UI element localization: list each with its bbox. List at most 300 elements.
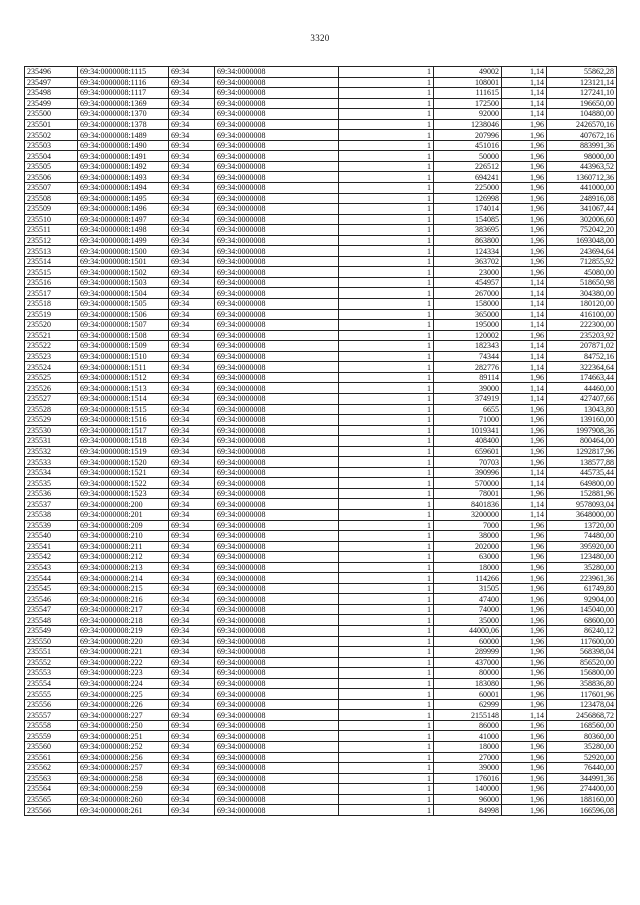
table-row [25, 225, 617, 236]
cell-quarter-number: 69:34:0000008 [215, 573, 339, 584]
cell-quarter-number: 69:34:0000008 [215, 320, 339, 331]
cell-quarter-number: 69:34:0000008 [215, 689, 339, 700]
cell-region-code: 69:34 [169, 647, 215, 658]
cell-count: 1 [339, 573, 434, 584]
table-row [25, 710, 617, 721]
cell-value: 1360712,36 [547, 172, 617, 183]
cell-record-id: 235551 [25, 647, 78, 658]
cell-quarter-number: 69:34:0000008 [215, 583, 339, 594]
cell-region-code: 69:34 [169, 193, 215, 204]
table-row [25, 583, 617, 594]
cell-area: 140000 [434, 784, 502, 795]
cell-cadastral-number: 69:34:0000008:1510 [78, 351, 169, 362]
cell-rate: 1,14 [502, 77, 547, 88]
cell-rate: 1,96 [502, 372, 547, 383]
cell-record-id: 235502 [25, 130, 78, 141]
cell-area: 18000 [434, 562, 502, 573]
cell-area: 437000 [434, 657, 502, 668]
cell-cadastral-number: 69:34:0000008:213 [78, 562, 169, 573]
cell-count: 1 [339, 299, 434, 310]
table-row [25, 383, 617, 394]
cell-quarter-number: 69:34:0000008 [215, 467, 339, 478]
cell-value: 55862,28 [547, 67, 617, 78]
cell-rate: 1,14 [502, 478, 547, 489]
table-row [25, 362, 617, 373]
cell-cadastral-number: 69:34:0000008:226 [78, 699, 169, 710]
cell-value: 117601,96 [547, 689, 617, 700]
cell-count: 1 [339, 689, 434, 700]
cell-value: 127241,10 [547, 88, 617, 99]
cell-count: 1 [339, 225, 434, 236]
cell-quarter-number: 69:34:0000008 [215, 657, 339, 668]
table-row [25, 689, 617, 700]
cell-region-code: 69:34 [169, 204, 215, 215]
cell-count: 1 [339, 784, 434, 795]
cell-area: 863800 [434, 235, 502, 246]
cell-cadastral-number: 69:34:0000008:1496 [78, 204, 169, 215]
table-row [25, 520, 617, 531]
cell-cadastral-number: 69:34:0000008:220 [78, 636, 169, 647]
cell-record-id: 235517 [25, 288, 78, 299]
cell-rate: 1,96 [502, 425, 547, 436]
cell-area: 454957 [434, 277, 502, 288]
cell-cadastral-number: 69:34:0000008:1519 [78, 446, 169, 457]
table-row [25, 436, 617, 447]
cell-count: 1 [339, 773, 434, 784]
cell-area: 60001 [434, 689, 502, 700]
table-row [25, 130, 617, 141]
cell-area: 158000 [434, 299, 502, 310]
cell-record-id: 235536 [25, 488, 78, 499]
cell-count: 1 [339, 457, 434, 468]
cell-area: 108001 [434, 77, 502, 88]
cell-area: 41000 [434, 731, 502, 742]
cell-rate: 1,96 [502, 246, 547, 257]
cell-count: 1 [339, 172, 434, 183]
cell-region-code: 69:34 [169, 362, 215, 373]
table-row [25, 288, 617, 299]
cell-area: 27000 [434, 752, 502, 763]
cell-cadastral-number: 69:34:0000008:1505 [78, 299, 169, 310]
cell-count: 1 [339, 330, 434, 341]
cell-quarter-number: 69:34:0000008 [215, 393, 339, 404]
cell-quarter-number: 69:34:0000008 [215, 457, 339, 468]
cell-cadastral-number: 69:34:0000008:201 [78, 509, 169, 520]
cell-cadastral-number: 69:34:0000008:1518 [78, 436, 169, 447]
cell-record-id: 235525 [25, 372, 78, 383]
table-row [25, 183, 617, 194]
table-row [25, 773, 617, 784]
cell-rate: 1,96 [502, 531, 547, 542]
cell-quarter-number: 69:34:0000008 [215, 784, 339, 795]
cell-area: 49002 [434, 67, 502, 78]
cell-value: 13720,00 [547, 520, 617, 531]
cell-area: 225000 [434, 183, 502, 194]
table-row [25, 509, 617, 520]
cell-cadastral-number: 69:34:0000008:1516 [78, 415, 169, 426]
cell-area: 78001 [434, 488, 502, 499]
cell-count: 1 [339, 604, 434, 615]
cell-area: 120002 [434, 330, 502, 341]
cell-area: 31505 [434, 583, 502, 594]
registry-table-body [25, 67, 617, 816]
cell-count: 1 [339, 615, 434, 626]
cell-cadastral-number: 69:34:0000008:1503 [78, 277, 169, 288]
cell-quarter-number: 69:34:0000008 [215, 742, 339, 753]
cell-cadastral-number: 69:34:0000008:1369 [78, 98, 169, 109]
cell-cadastral-number: 69:34:0000008:1521 [78, 467, 169, 478]
cell-rate: 1,96 [502, 457, 547, 468]
cell-rate: 1,96 [502, 204, 547, 215]
cell-region-code: 69:34 [169, 731, 215, 742]
table-row [25, 256, 617, 267]
cell-cadastral-number: 69:34:0000008:1497 [78, 214, 169, 225]
cell-area: 47400 [434, 594, 502, 605]
cell-region-code: 69:34 [169, 562, 215, 573]
cell-count: 1 [339, 351, 434, 362]
cell-cadastral-number: 69:34:0000008:216 [78, 594, 169, 605]
cell-value: 174663,44 [547, 372, 617, 383]
cell-value: 76440,00 [547, 763, 617, 774]
cell-region-code: 69:34 [169, 488, 215, 499]
cell-region-code: 69:34 [169, 140, 215, 151]
cell-cadastral-number: 69:34:0000008:218 [78, 615, 169, 626]
cell-cadastral-number: 69:34:0000008:1115 [78, 67, 169, 78]
cell-value: 168560,00 [547, 720, 617, 731]
cell-quarter-number: 69:34:0000008 [215, 678, 339, 689]
cell-cadastral-number: 69:34:0000008:221 [78, 647, 169, 658]
cell-quarter-number: 69:34:0000008 [215, 415, 339, 426]
cell-value: 92904,00 [547, 594, 617, 605]
cell-quarter-number: 69:34:0000008 [215, 404, 339, 415]
cell-region-code: 69:34 [169, 720, 215, 731]
cell-quarter-number: 69:34:0000008 [215, 288, 339, 299]
cell-area: 694241 [434, 172, 502, 183]
cell-record-id: 235499 [25, 98, 78, 109]
cell-cadastral-number: 69:34:0000008:211 [78, 541, 169, 552]
cell-region-code: 69:34 [169, 478, 215, 489]
cell-quarter-number: 69:34:0000008 [215, 478, 339, 489]
cell-value: 248916,08 [547, 193, 617, 204]
cell-count: 1 [339, 383, 434, 394]
cell-cadastral-number: 69:34:0000008:227 [78, 710, 169, 721]
cell-rate: 1,14 [502, 499, 547, 510]
cell-quarter-number: 69:34:0000008 [215, 140, 339, 151]
cell-count: 1 [339, 204, 434, 215]
cell-region-code: 69:34 [169, 436, 215, 447]
cell-count: 1 [339, 678, 434, 689]
cell-cadastral-number: 69:34:0000008:1515 [78, 404, 169, 415]
cell-value: 1292817,96 [547, 446, 617, 457]
cell-rate: 1,14 [502, 467, 547, 478]
cell-cadastral-number: 69:34:0000008:258 [78, 773, 169, 784]
cell-count: 1 [339, 67, 434, 78]
cell-area: 2155148 [434, 710, 502, 721]
cell-value: 61749,80 [547, 583, 617, 594]
cell-record-id: 235560 [25, 742, 78, 753]
cell-quarter-number: 69:34:0000008 [215, 594, 339, 605]
cell-area: 71000 [434, 415, 502, 426]
cell-area: 114266 [434, 573, 502, 584]
cell-area: 383695 [434, 225, 502, 236]
cell-quarter-number: 69:34:0000008 [215, 794, 339, 805]
cell-quarter-number: 69:34:0000008 [215, 720, 339, 731]
cell-region-code: 69:34 [169, 773, 215, 784]
cell-area: 23000 [434, 267, 502, 278]
cell-value: 207871,02 [547, 341, 617, 352]
cell-record-id: 235519 [25, 309, 78, 320]
table-row [25, 668, 617, 679]
cell-rate: 1,96 [502, 731, 547, 742]
cell-region-code: 69:34 [169, 742, 215, 753]
cell-cadastral-number: 69:34:0000008:219 [78, 625, 169, 636]
cell-count: 1 [339, 246, 434, 257]
cell-value: 9578093,04 [547, 499, 617, 510]
cell-cadastral-number: 69:34:0000008:1507 [78, 320, 169, 331]
cell-record-id: 235555 [25, 689, 78, 700]
cell-count: 1 [339, 520, 434, 531]
table-row [25, 594, 617, 605]
cell-count: 1 [339, 509, 434, 520]
cell-quarter-number: 69:34:0000008 [215, 183, 339, 194]
cell-quarter-number: 69:34:0000008 [215, 425, 339, 436]
cell-record-id: 235507 [25, 183, 78, 194]
cell-count: 1 [339, 710, 434, 721]
cell-region-code: 69:34 [169, 183, 215, 194]
cell-rate: 1,96 [502, 794, 547, 805]
cell-area: 92000 [434, 109, 502, 120]
cell-record-id: 235500 [25, 109, 78, 120]
cell-value: 341067,44 [547, 204, 617, 215]
cell-value: 883991,36 [547, 140, 617, 151]
cell-record-id: 235547 [25, 604, 78, 615]
cell-area: 408400 [434, 436, 502, 447]
cell-count: 1 [339, 657, 434, 668]
cell-quarter-number: 69:34:0000008 [215, 531, 339, 542]
cell-cadastral-number: 69:34:0000008:214 [78, 573, 169, 584]
cell-quarter-number: 69:34:0000008 [215, 520, 339, 531]
cell-quarter-number: 69:34:0000008 [215, 710, 339, 721]
table-row [25, 330, 617, 341]
cell-cadastral-number: 69:34:0000008:222 [78, 657, 169, 668]
cell-record-id: 235556 [25, 699, 78, 710]
cell-rate: 1,14 [502, 67, 547, 78]
cell-area: 74344 [434, 351, 502, 362]
table-row [25, 88, 617, 99]
cell-rate: 1,96 [502, 647, 547, 658]
cell-quarter-number: 69:34:0000008 [215, 109, 339, 120]
cell-quarter-number: 69:34:0000008 [215, 362, 339, 373]
cell-count: 1 [339, 288, 434, 299]
cell-record-id: 235563 [25, 773, 78, 784]
cell-region-code: 69:34 [169, 457, 215, 468]
cell-rate: 1,96 [502, 562, 547, 573]
cell-cadastral-number: 69:34:0000008:1500 [78, 246, 169, 257]
cell-rate: 1,96 [502, 552, 547, 563]
cell-area: 374919 [434, 393, 502, 404]
cell-record-id: 235546 [25, 594, 78, 605]
cell-cadastral-number: 69:34:0000008:256 [78, 752, 169, 763]
cell-quarter-number: 69:34:0000008 [215, 668, 339, 679]
cell-quarter-number: 69:34:0000008 [215, 615, 339, 626]
cell-area: 451016 [434, 140, 502, 151]
cell-cadastral-number: 69:34:0000008:1520 [78, 457, 169, 468]
table-row [25, 678, 617, 689]
cell-rate: 1,96 [502, 604, 547, 615]
cell-quarter-number: 69:34:0000008 [215, 499, 339, 510]
cell-area: 202000 [434, 541, 502, 552]
cell-value: 712855,92 [547, 256, 617, 267]
cell-cadastral-number: 69:34:0000008:1509 [78, 341, 169, 352]
cell-record-id: 235528 [25, 404, 78, 415]
cell-value: 139160,00 [547, 415, 617, 426]
cell-record-id: 235498 [25, 88, 78, 99]
cell-value: 800464,00 [547, 436, 617, 447]
cell-quarter-number: 69:34:0000008 [215, 77, 339, 88]
cell-quarter-number: 69:34:0000008 [215, 552, 339, 563]
cell-count: 1 [339, 161, 434, 172]
cell-region-code: 69:34 [169, 88, 215, 99]
cell-count: 1 [339, 256, 434, 267]
cell-region-code: 69:34 [169, 320, 215, 331]
table-row [25, 277, 617, 288]
cell-value: 856520,00 [547, 657, 617, 668]
cell-cadastral-number: 69:34:0000008:1513 [78, 383, 169, 394]
cell-value: 188160,00 [547, 794, 617, 805]
cell-value: 2426570,16 [547, 119, 617, 130]
cell-count: 1 [339, 404, 434, 415]
cell-region-code: 69:34 [169, 309, 215, 320]
cell-record-id: 235515 [25, 267, 78, 278]
cell-count: 1 [339, 467, 434, 478]
cell-count: 1 [339, 562, 434, 573]
cell-rate: 1,96 [502, 214, 547, 225]
cell-cadastral-number: 69:34:0000008:1489 [78, 130, 169, 141]
cell-cadastral-number: 69:34:0000008:1504 [78, 288, 169, 299]
cell-record-id: 235543 [25, 562, 78, 573]
table-row [25, 140, 617, 151]
cell-cadastral-number: 69:34:0000008:1493 [78, 172, 169, 183]
cell-record-id: 235549 [25, 625, 78, 636]
table-row [25, 784, 617, 795]
cell-quarter-number: 69:34:0000008 [215, 446, 339, 457]
table-row [25, 67, 617, 78]
table-row [25, 309, 617, 320]
cell-value: 518650,98 [547, 277, 617, 288]
cell-value: 104880,00 [547, 109, 617, 120]
cell-record-id: 235496 [25, 67, 78, 78]
cell-cadastral-number: 69:34:0000008:1523 [78, 488, 169, 499]
table-row [25, 647, 617, 658]
cell-value: 235203,92 [547, 330, 617, 341]
cell-area: 62999 [434, 699, 502, 710]
cell-quarter-number: 69:34:0000008 [215, 699, 339, 710]
cell-area: 84998 [434, 805, 502, 816]
cell-area: 70703 [434, 457, 502, 468]
cell-record-id: 235565 [25, 794, 78, 805]
cell-count: 1 [339, 552, 434, 563]
cell-quarter-number: 69:34:0000008 [215, 309, 339, 320]
cell-record-id: 235510 [25, 214, 78, 225]
cell-record-id: 235553 [25, 668, 78, 679]
cell-region-code: 69:34 [169, 710, 215, 721]
cell-rate: 1,96 [502, 436, 547, 447]
cell-value: 752042,20 [547, 225, 617, 236]
cell-value: 52920,00 [547, 752, 617, 763]
cell-record-id: 235518 [25, 299, 78, 310]
table-row [25, 573, 617, 584]
cell-cadastral-number: 69:34:0000008:1116 [78, 77, 169, 88]
cell-value: 44460,00 [547, 383, 617, 394]
cell-cadastral-number: 69:34:0000008:1499 [78, 235, 169, 246]
cell-region-code: 69:34 [169, 552, 215, 563]
cell-cadastral-number: 69:34:0000008:1512 [78, 372, 169, 383]
cell-region-code: 69:34 [169, 604, 215, 615]
cell-count: 1 [339, 362, 434, 373]
cell-count: 1 [339, 594, 434, 605]
cell-quarter-number: 69:34:0000008 [215, 119, 339, 130]
cell-count: 1 [339, 130, 434, 141]
table-row [25, 246, 617, 257]
cell-record-id: 235533 [25, 457, 78, 468]
cell-region-code: 69:34 [169, 404, 215, 415]
cell-rate: 1,96 [502, 689, 547, 700]
cell-record-id: 235501 [25, 119, 78, 130]
cell-count: 1 [339, 805, 434, 816]
cell-record-id: 235503 [25, 140, 78, 151]
table-row [25, 172, 617, 183]
cell-region-code: 69:34 [169, 668, 215, 679]
cell-region-code: 69:34 [169, 425, 215, 436]
cell-record-id: 235527 [25, 393, 78, 404]
cell-rate: 1,14 [502, 109, 547, 120]
cell-quarter-number: 69:34:0000008 [215, 625, 339, 636]
cell-rate: 1,96 [502, 763, 547, 774]
cell-count: 1 [339, 436, 434, 447]
table-row [25, 77, 617, 88]
table-row [25, 320, 617, 331]
cell-record-id: 235497 [25, 77, 78, 88]
cell-cadastral-number: 69:34:0000008:1490 [78, 140, 169, 151]
cell-value: 223961,36 [547, 573, 617, 584]
cell-cadastral-number: 69:34:0000008:212 [78, 552, 169, 563]
cell-rate: 1,14 [502, 710, 547, 721]
cell-count: 1 [339, 478, 434, 489]
cell-value: 180120,00 [547, 299, 617, 310]
cell-rate: 1,96 [502, 625, 547, 636]
cell-rate: 1,14 [502, 288, 547, 299]
cell-rate: 1,96 [502, 415, 547, 426]
cell-rate: 1,96 [502, 256, 547, 267]
cell-record-id: 235564 [25, 784, 78, 795]
cell-count: 1 [339, 625, 434, 636]
cell-rate: 1,96 [502, 699, 547, 710]
table-row [25, 415, 617, 426]
cell-cadastral-number: 69:34:0000008:1117 [78, 88, 169, 99]
cell-count: 1 [339, 320, 434, 331]
cell-count: 1 [339, 341, 434, 352]
cell-rate: 1,96 [502, 267, 547, 278]
cell-cadastral-number: 69:34:0000008:1522 [78, 478, 169, 489]
cell-area: 1238046 [434, 119, 502, 130]
table-row [25, 636, 617, 647]
cell-value: 138577,88 [547, 457, 617, 468]
cell-value: 152881,96 [547, 488, 617, 499]
cell-value: 274400,00 [547, 784, 617, 795]
table-row [25, 805, 617, 816]
cell-region-code: 69:34 [169, 277, 215, 288]
cell-cadastral-number: 69:34:0000008:1514 [78, 393, 169, 404]
